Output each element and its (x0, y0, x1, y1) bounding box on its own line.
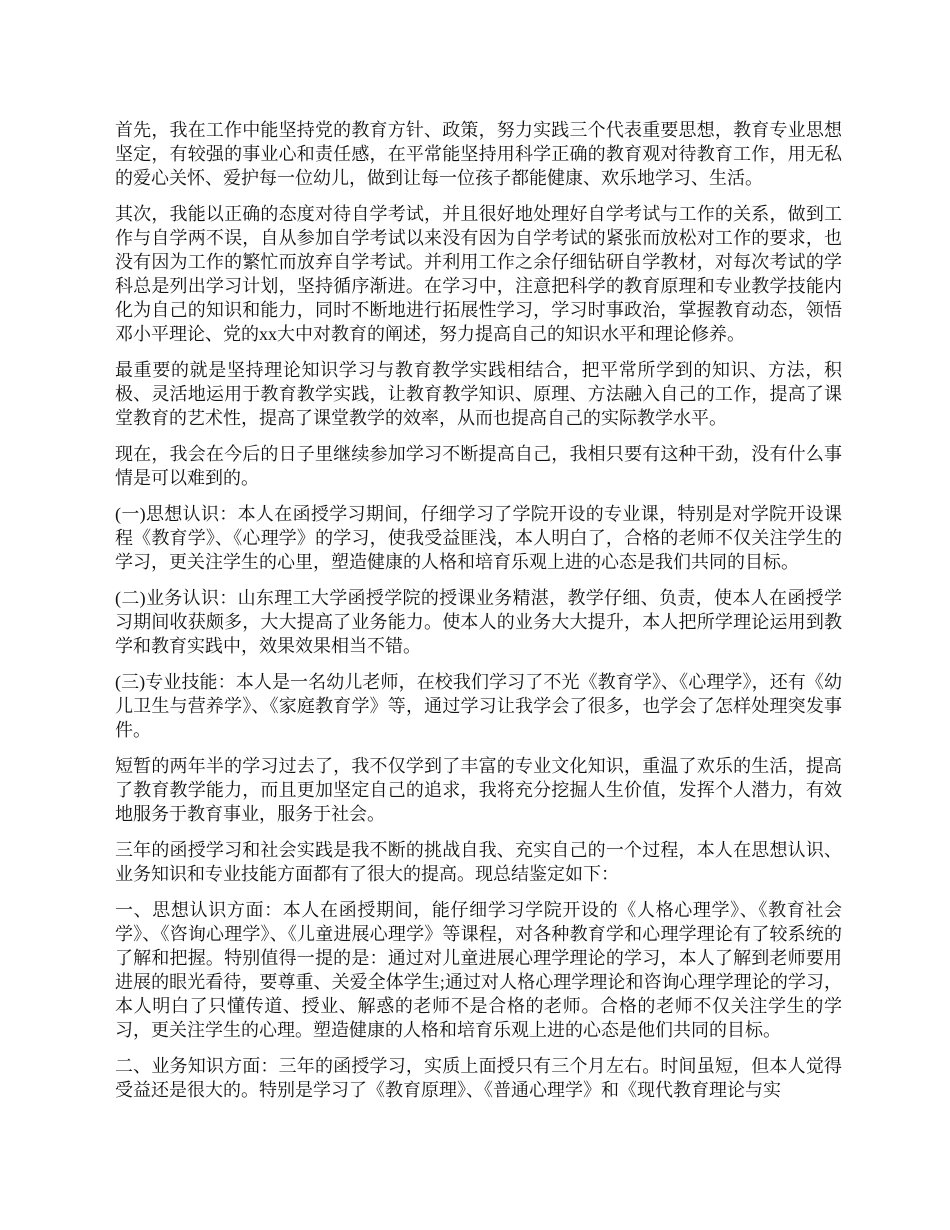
paragraph-section-two: 二、业务知识方面：三年的函授学习，实质上面授只有三个月左右。时间虽短，但本人觉得受益还是很大的。特别是学习了《教育原理》、《普通心理学》和《现代教育理论与实 (115, 1056, 842, 1100)
paragraph-intro-first: 首先，我在工作中能坚持党的教育方针、政策，努力实践三个代表重要思想，教育专业思想坚定，有较强的事业心和责任感，在平常能坚持用科学正确的教育观对待教育工作，用无私的爱心关怀、爱护每一位幼儿，做到让每一位孩子都能健康、欢乐地学习、生活。 (115, 120, 842, 188)
paragraph-section-one: 一、思想认识方面：本人在函授期间，能仔细学习学院开设的《人格心理学》、《教育社会学》、《咨询心理学》、《儿童进展心理学》等课程，对各种教育学和心理学理论有了较系统的了解和把握。特别值得一提的是：通过对儿童进展心理学理论的学习，本人了解到老师要用进展的眼光看待，要尊重、关爱全体学生;通过对人格心理学理论和咨询心理学理论的学习，本人明白了只懂传道、授业、解惑的老师不是合格的老师。合格的老师不仅关注学生的学习，更关注学生的心理。塑造健康的人格和培育乐观上进的心态是他们共同的目标。 (115, 900, 842, 1040)
paragraph-three-years: 三年的函授学习和社会实践是我不断的挑战自我、充实自己的一个过程，本人在思想认识、业务知识和专业技能方面都有了很大的提高。现总结鉴定如下： (115, 840, 842, 884)
paragraph-intro-second: 其次，我能以正确的态度对待自学考试，并且很好地处理好自学考试与工作的关系，做到工作与自学两不误，自从参加自学考试以来没有因为自学考试的紧张而放松对工作的要求，也没有因为工作的繁忙而放弃自学考试。并利用工作之余仔细钻研自学教材，对每次考试的学科总是列出学习计划，坚持循序渐进。在学习中，注意把科学的教育原理和专业教学技能内化为自己的知识和能力，同时不断地进行拓展性学习，学习时事政治，掌握教育动态，领悟邓小平理论、党的xx大中对教育的阐述，努力提高自己的知识水平和理论修养。 (115, 204, 842, 344)
document-page (115, 118, 842, 1114)
paragraph-short-study: 短暂的两年半的学习过去了，我不仅学到了丰富的专业文化知识，重温了欢乐的生活，提高了教育教学能力，而且更加坚定自己的追求，我将充分挖掘人生价值，发挥个人潜力，有效地服务于教育事业，服务于社会。 (115, 756, 842, 824)
paragraph-thinking: (一)思想认识：本人在函授学习期间，仔细学习了学院开设的专业课，特别是对学院开设课程《教育学》、《心理学》的学习，使我受益匪浅，本人明白了，合格的老师不仅关注学生的学习，更关注学生的心里，塑造健康的人格和培育乐观上进的心态是我们共同的目标。 (115, 504, 842, 572)
paragraph-business: (二)业务认识：山东理工大学函授学院的授课业务精湛，教学仔细、负责，使本人在函授学习期间收获颇多，大大提高了业务能力。使本人的业务大大提升，本人把所学理论运用到教学和教育实践中，效果效果相当不错。 (115, 588, 842, 656)
paragraph-skills: (三)专业技能：本人是一名幼儿老师，在校我们学习了不光《教育学》、《心理学》，还有《幼儿卫生与营养学》、《家庭教育学》等，通过学习让我学会了很多，也学会了怎样处理突发事件。 (115, 672, 842, 740)
paragraph-now: 现在，我会在今后的日子里继续参加学习不断提高自己，我相只要有这种干劲，没有什么事情是可以难到的。 (115, 444, 842, 488)
paragraph-most-important: 最重要的就是坚持理论知识学习与教育教学实践相结合，把平常所学到的知识、方法，积极、灵活地运用于教育教学实践，让教育教学知识、原理、方法融入自己的工作，提高了课堂教育的艺术性，提高了课堂教学的效率，从而也提高自己的实际教学水平。 (115, 360, 842, 428)
